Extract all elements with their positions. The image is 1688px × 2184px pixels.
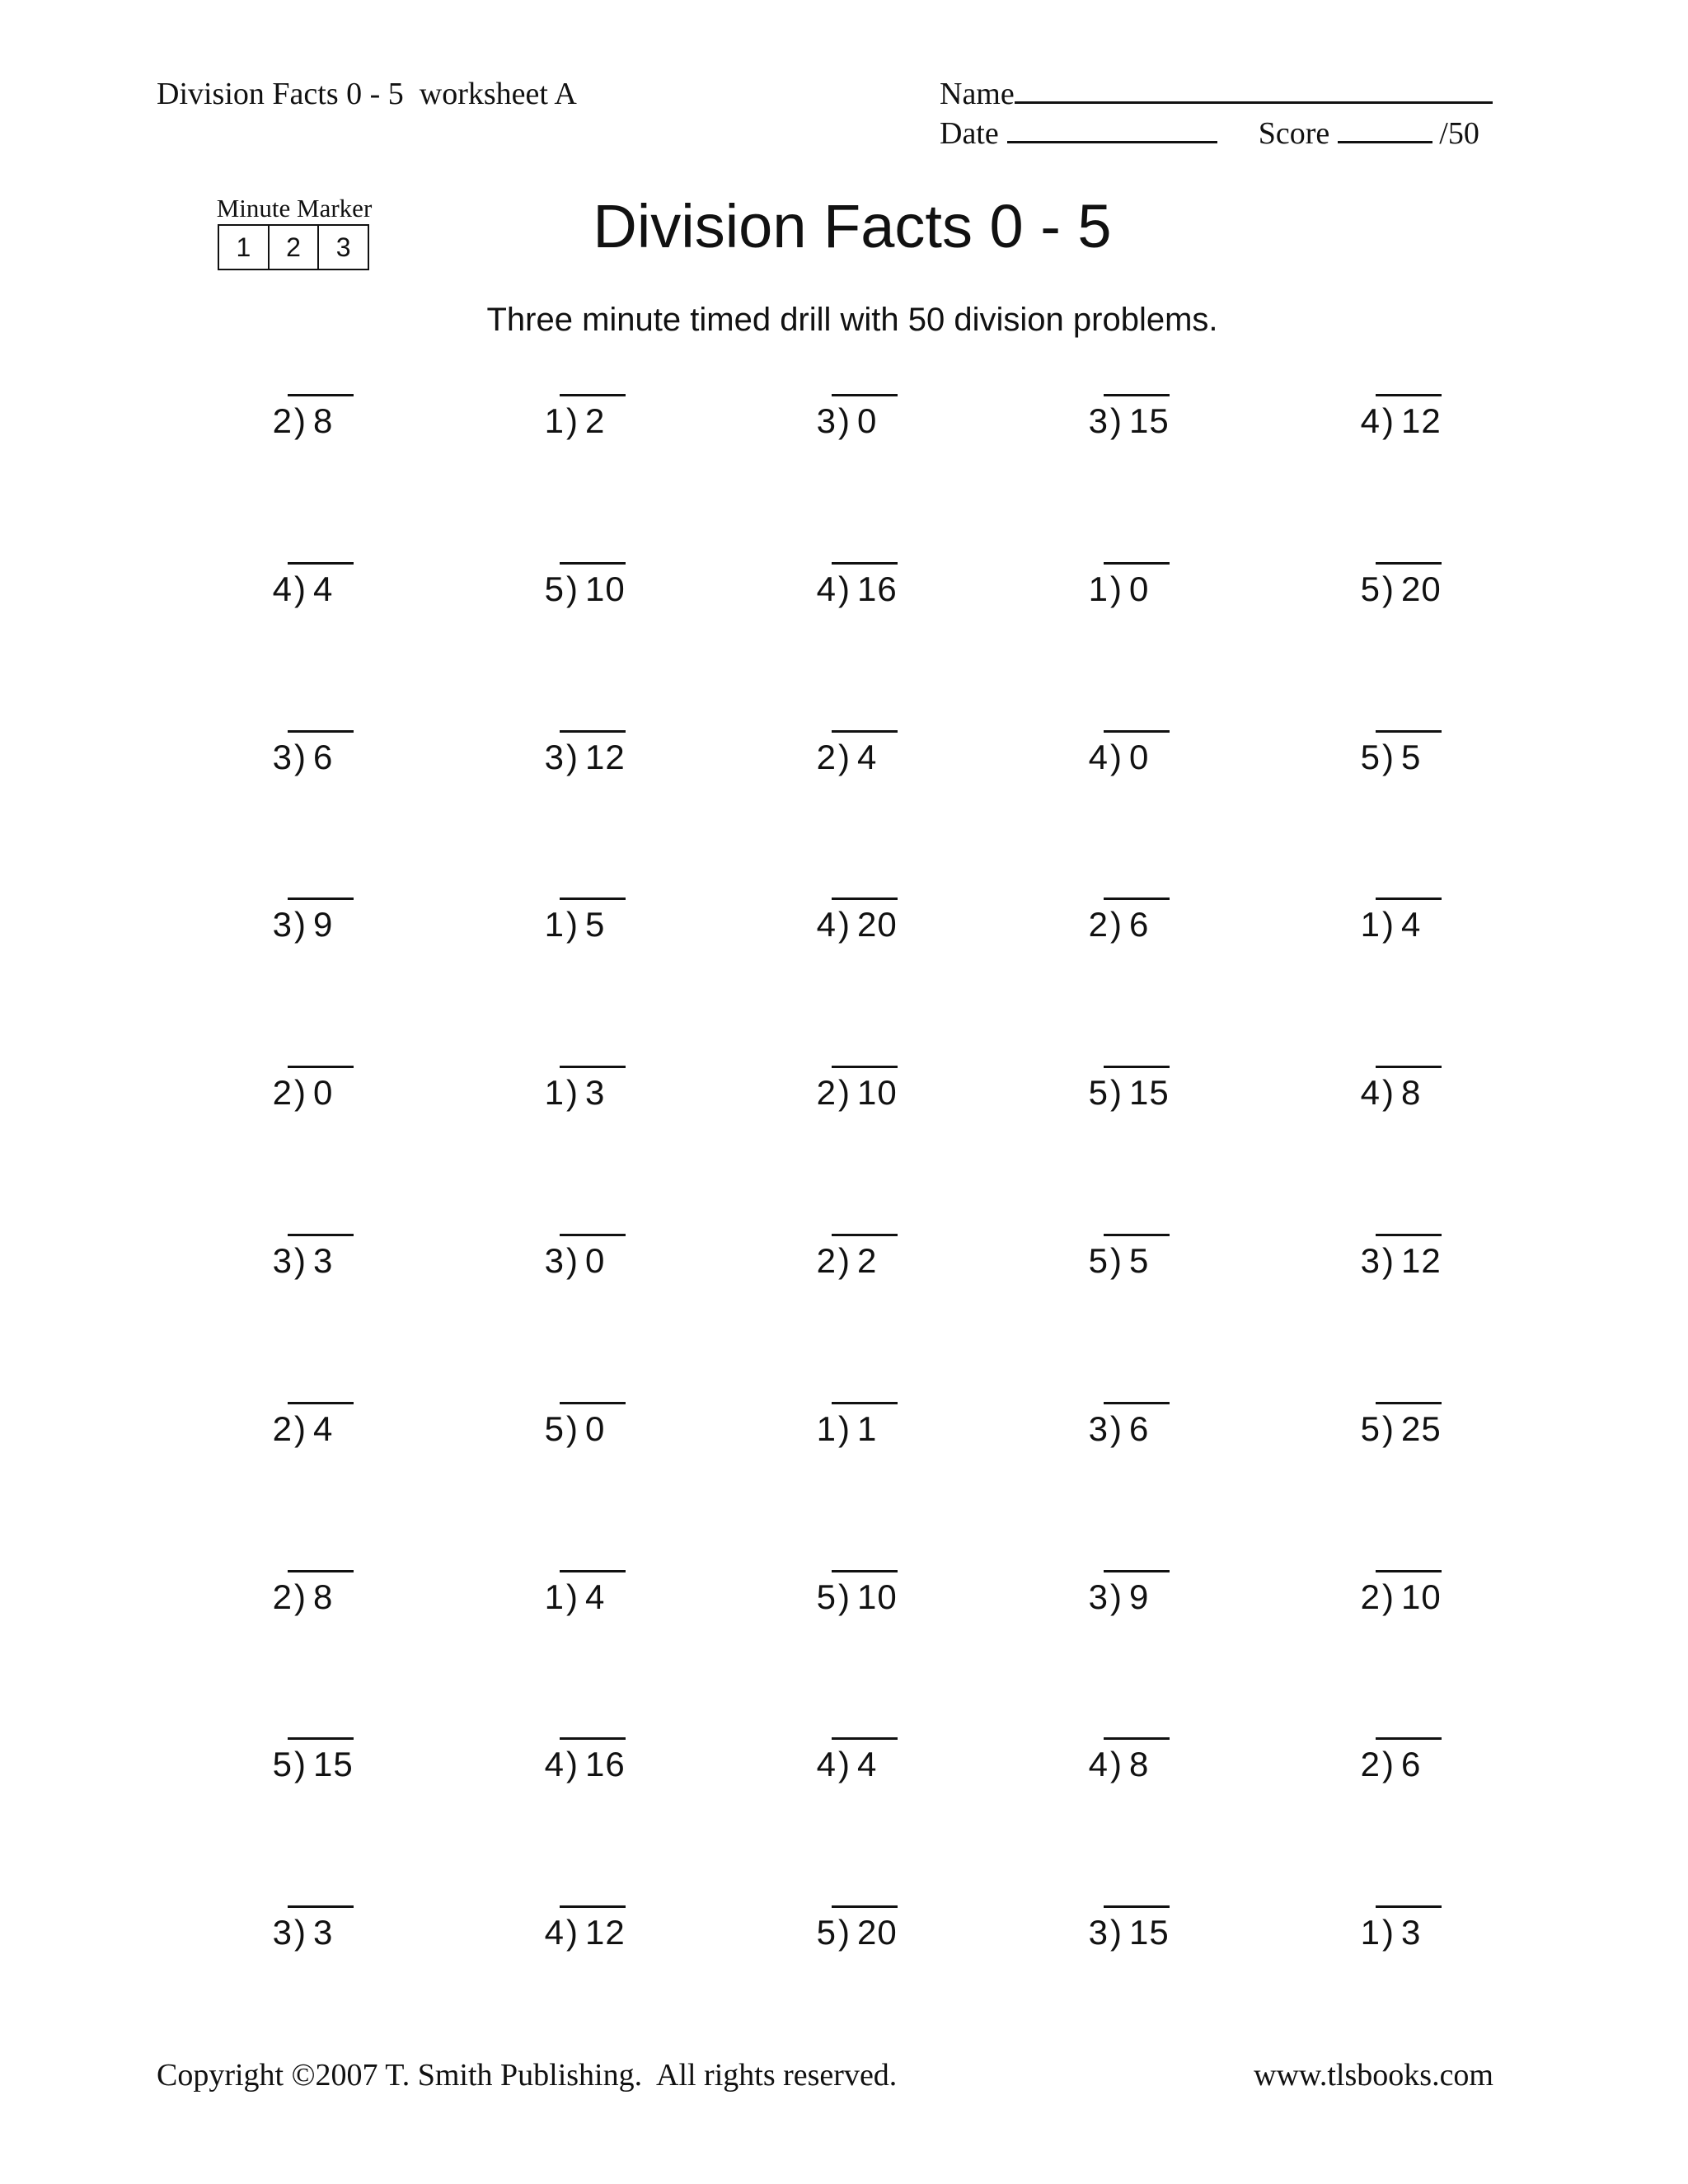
division-bar[interactable] [288,898,354,900]
division-bar[interactable] [288,1737,354,1740]
division-bar[interactable] [288,1570,354,1572]
division-symbol: ) [294,1913,307,1952]
division-problem [713,887,985,969]
division-bar[interactable] [1376,562,1442,565]
dividend: 0 [585,1408,606,1448]
division-symbol: ) [566,1073,579,1113]
divisor: 3 [272,737,293,776]
division-symbol: ) [294,401,307,440]
division-problem [169,551,441,634]
dividend: 20 [1401,569,1442,608]
division-bar[interactable] [560,1402,626,1404]
divisor: 4 [816,569,837,608]
division-symbol: ) [294,1408,307,1448]
divisor: 5 [1088,1240,1109,1280]
division-symbol: ) [838,569,851,608]
divisor: 3 [1088,1408,1109,1448]
dividend: 15 [1129,1913,1170,1952]
division-problem [1257,1559,1529,1642]
division-bar[interactable] [1104,730,1170,733]
division-symbol: ) [1110,1745,1123,1784]
divisor: 3 [272,905,293,944]
division-bar[interactable] [832,1234,898,1236]
dividend: 3 [313,1913,334,1952]
division-problem [1257,383,1529,466]
divisor: 2 [272,1073,293,1113]
division-symbol: ) [1382,737,1395,776]
score-label: Score [1258,116,1330,151]
minute-box-2[interactable]: 2 [268,226,318,269]
minute-marker-label: Minute Marker [216,194,373,223]
division-bar[interactable] [560,1737,626,1740]
division-symbol: ) [1110,905,1123,944]
division-problem [1257,551,1529,634]
division-problem [169,887,441,969]
division-problem [169,1727,441,1809]
score-total: /50 [1439,116,1479,151]
division-bar[interactable] [832,730,898,733]
dividend: 4 [857,737,878,776]
page-title: Division Facts 0 - 5 [593,192,1112,260]
division-problem [441,551,713,634]
division-symbol: ) [1110,1408,1123,1448]
dividend: 9 [313,905,334,944]
division-bar[interactable] [560,1066,626,1068]
division-problem [441,1895,713,1977]
dividend: 0 [857,401,878,440]
dividend: 4 [313,569,334,608]
division-problem [441,1727,713,1809]
divisor: 4 [1088,1745,1109,1784]
division-bar[interactable] [288,1234,354,1236]
dividend: 20 [857,1913,898,1952]
division-bar[interactable] [560,730,626,733]
division-problem [1257,1391,1529,1474]
division-problem [985,887,1257,969]
division-problem [985,719,1257,802]
division-bar[interactable] [1376,1234,1442,1236]
divisor: 1 [1360,1913,1381,1952]
division-symbol: ) [566,905,579,944]
divisor: 5 [1360,569,1381,608]
divisor: 3 [1088,1577,1109,1616]
division-symbol: ) [838,905,851,944]
division-problem [1257,1727,1529,1809]
divisor: 5 [544,1408,565,1448]
dividend: 0 [585,1240,606,1280]
dividend: 10 [857,1073,898,1113]
divisor: 1 [544,401,565,440]
dividend: 3 [313,1240,334,1280]
divisor: 2 [1088,905,1109,944]
division-problem [441,1223,713,1305]
division-bar[interactable] [1376,1570,1442,1572]
division-problem [441,719,713,802]
divisor: 3 [272,1240,293,1280]
division-bar[interactable] [832,562,898,565]
dividend: 10 [585,569,626,608]
divisor: 3 [1088,401,1109,440]
division-problem [169,719,441,802]
division-bar[interactable] [1104,394,1170,396]
divisor: 4 [816,1745,837,1784]
division-bar[interactable] [560,1570,626,1572]
divisor: 3 [816,401,837,440]
dividend: 15 [313,1745,354,1784]
division-problem [713,1391,985,1474]
division-bar[interactable] [288,1402,354,1404]
divisor: 2 [272,1577,293,1616]
divisor: 1 [816,1408,837,1448]
divisor: 1 [544,1073,565,1113]
division-problem [1257,1895,1529,1977]
division-bar[interactable] [560,394,626,396]
minute-box-1[interactable]: 1 [236,232,251,262]
divisor: 5 [1360,737,1381,776]
dividend: 12 [585,737,626,776]
division-problem [1257,719,1529,802]
copyright-notice: Copyright ©2007 T. Smith Publishing. All rights reserved. [157,2058,898,2093]
division-problem [169,383,441,466]
dividend: 8 [1401,1073,1422,1113]
division-symbol: ) [566,1913,579,1952]
divisor: 5 [1360,1408,1381,1448]
division-bar[interactable] [560,898,626,900]
division-problem [985,1391,1257,1474]
division-symbol: ) [1382,905,1395,944]
division-problem [985,1055,1257,1137]
dividend: 5 [1129,1240,1150,1280]
division-bar[interactable] [1104,562,1170,565]
dividend: 5 [585,905,606,944]
divisor: 3 [1360,1240,1381,1280]
divisor: 2 [816,737,837,776]
dividend: 15 [1129,1073,1170,1113]
minute-box-3[interactable]: 3 [317,226,368,269]
division-bar[interactable] [1104,1905,1170,1908]
division-symbol: ) [838,1745,851,1784]
name-field[interactable] [940,76,1493,112]
division-problem [713,1223,985,1305]
division-problem [713,719,985,802]
division-symbol: ) [1382,1240,1395,1280]
division-bar[interactable] [832,1905,898,1908]
division-problem [713,1727,985,1809]
division-bar[interactable] [1104,1234,1170,1236]
division-symbol: ) [838,1408,851,1448]
division-symbol: ) [566,737,579,776]
division-problem [713,551,985,634]
date-label: Date [940,116,999,151]
divisor: 1 [544,905,565,944]
divisor: 1 [544,1577,565,1616]
division-bar[interactable] [1104,1737,1170,1740]
division-bar[interactable] [1376,730,1442,733]
divisor: 4 [544,1913,565,1952]
divisor: 4 [1360,1073,1381,1113]
website-link[interactable]: www.tlsbooks.com [1254,2058,1493,2093]
division-symbol: ) [1110,1073,1123,1113]
division-bar[interactable] [560,1905,626,1908]
name-label: Name [940,77,1015,111]
division-problem [169,1055,441,1137]
divisor: 4 [816,905,837,944]
division-problem [441,887,713,969]
division-symbol: ) [838,1240,851,1280]
dividend: 9 [1129,1577,1150,1616]
division-bar[interactable] [832,1737,898,1740]
division-symbol: ) [566,569,579,608]
division-symbol: ) [1110,401,1123,440]
dividend: 3 [585,1073,606,1113]
division-symbol: ) [838,1073,851,1113]
division-problem [169,1391,441,1474]
divisor: 2 [272,401,293,440]
dividend: 8 [313,401,334,440]
division-problem [169,1223,441,1305]
name-blank[interactable] [1015,77,1493,104]
division-symbol: ) [294,569,307,608]
division-bar[interactable] [288,394,354,396]
division-problem [1257,1223,1529,1305]
dividend: 15 [1129,401,1170,440]
division-symbol: ) [838,401,851,440]
divisor: 3 [544,737,565,776]
division-problem [713,383,985,466]
division-problem [713,1895,985,1977]
divisor: 3 [1088,1913,1109,1952]
division-symbol: ) [1110,1913,1123,1952]
page-subtitle: Three minute timed drill with 50 division problems. [486,302,1218,338]
division-symbol: ) [838,1577,851,1616]
worksheet-label: Division Facts 0 - 5 worksheet A [157,77,577,111]
dividend: 2 [857,1240,878,1280]
divisor: 5 [544,569,565,608]
dividend: 25 [1401,1408,1442,1448]
dividend: 16 [585,1745,626,1784]
division-bar[interactable] [288,1066,354,1068]
dividend: 8 [1129,1745,1150,1784]
dividend: 12 [1401,401,1442,440]
division-problem [441,383,713,466]
divisor: 2 [1360,1745,1381,1784]
dividend: 10 [857,1577,898,1616]
division-bar[interactable] [560,1234,626,1236]
dividend: 20 [857,905,898,944]
division-problem [441,1055,713,1137]
divisor: 2 [816,1240,837,1280]
division-symbol: ) [1110,1577,1123,1616]
division-symbol: ) [566,1745,579,1784]
dividend: 8 [313,1577,334,1616]
division-symbol: ) [294,1073,307,1113]
division-symbol: ) [1382,401,1395,440]
division-bar[interactable] [1104,1570,1170,1572]
division-symbol: ) [838,737,851,776]
divisor: 1 [1088,569,1109,608]
divisor: 5 [816,1577,837,1616]
divisor: 2 [1360,1577,1381,1616]
dividend: 6 [1401,1745,1422,1784]
dividend: 10 [1401,1577,1442,1616]
division-bar[interactable] [1104,1066,1170,1068]
dividend: 5 [1401,737,1422,776]
divisor: 4 [1088,737,1109,776]
divisor: 4 [544,1745,565,1784]
division-symbol: ) [294,1745,307,1784]
divisor: 4 [272,569,293,608]
divisor: 1 [1360,905,1381,944]
division-bar[interactable] [1104,1402,1170,1404]
dividend: 2 [585,401,606,440]
division-symbol: ) [294,737,307,776]
division-problem [1257,887,1529,969]
division-bar[interactable] [832,898,898,900]
division-symbol: ) [294,1577,307,1616]
divisor: 3 [544,1240,565,1280]
division-bar[interactable] [832,1066,898,1068]
division-symbol: ) [1110,737,1123,776]
divisor: 5 [1088,1073,1109,1113]
division-symbol: ) [566,1408,579,1448]
division-symbol: ) [1382,1913,1395,1952]
dividend: 3 [1401,1913,1422,1952]
division-problem [441,1391,713,1474]
dividend: 1 [857,1408,878,1448]
division-symbol: ) [838,1913,851,1952]
division-bar[interactable] [1104,898,1170,900]
dividend: 16 [857,569,898,608]
division-symbol: ) [1110,569,1123,608]
dividend: 0 [1129,569,1150,608]
dividend: 6 [313,737,334,776]
division-problem [985,1559,1257,1642]
division-symbol: ) [566,401,579,440]
division-symbol: ) [566,1577,579,1616]
divisor: 2 [272,1408,293,1448]
division-bar[interactable] [1376,1066,1442,1068]
division-bar[interactable] [1376,394,1442,396]
division-problem [169,1895,441,1977]
dividend: 4 [857,1745,878,1784]
division-problem [985,383,1257,466]
divisor: 5 [816,1913,837,1952]
division-problem [985,1895,1257,1977]
date-blank[interactable] [1007,116,1217,143]
division-symbol: ) [294,905,307,944]
score-blank[interactable] [1338,116,1432,143]
dividend: 6 [1129,905,1150,944]
division-bar[interactable] [1376,1402,1442,1404]
division-problem [985,1727,1257,1809]
division-bar[interactable] [288,562,354,565]
division-bar[interactable] [1376,1737,1442,1740]
division-bar[interactable] [1376,1905,1442,1908]
division-bar[interactable] [560,562,626,565]
division-problem [713,1559,985,1642]
divisor: 5 [272,1745,293,1784]
dividend: 12 [1401,1240,1442,1280]
divisor: 3 [272,1913,293,1952]
division-symbol: ) [566,1240,579,1280]
division-symbol: ) [1110,1240,1123,1280]
division-bar[interactable] [832,394,898,396]
division-problem [169,1559,441,1642]
dividend: 6 [1129,1408,1150,1448]
dividend: 4 [313,1408,334,1448]
division-problem [441,1559,713,1642]
dividend: 4 [585,1577,606,1616]
divisor: 2 [816,1073,837,1113]
problem-grid [169,383,1529,2063]
divisor: 4 [1360,401,1381,440]
division-problem [1257,1055,1529,1137]
dividend: 0 [1129,737,1150,776]
division-problem [985,1223,1257,1305]
division-symbol: ) [1382,1408,1395,1448]
division-symbol: ) [294,1240,307,1280]
dividend: 0 [313,1073,334,1113]
dividend: 4 [1401,905,1422,944]
division-symbol: ) [1382,1073,1395,1113]
division-bar[interactable] [832,1570,898,1572]
division-problem [713,1055,985,1137]
dividend: 12 [585,1913,626,1952]
division-symbol: ) [1382,1745,1395,1784]
division-bar[interactable] [832,1402,898,1404]
division-symbol: ) [1382,569,1395,608]
division-bar[interactable] [288,730,354,733]
division-problem [985,551,1257,634]
division-symbol: ) [1382,1577,1395,1616]
division-bar[interactable] [288,1905,354,1908]
division-bar[interactable] [1376,898,1442,900]
date-score-row [940,115,1479,152]
